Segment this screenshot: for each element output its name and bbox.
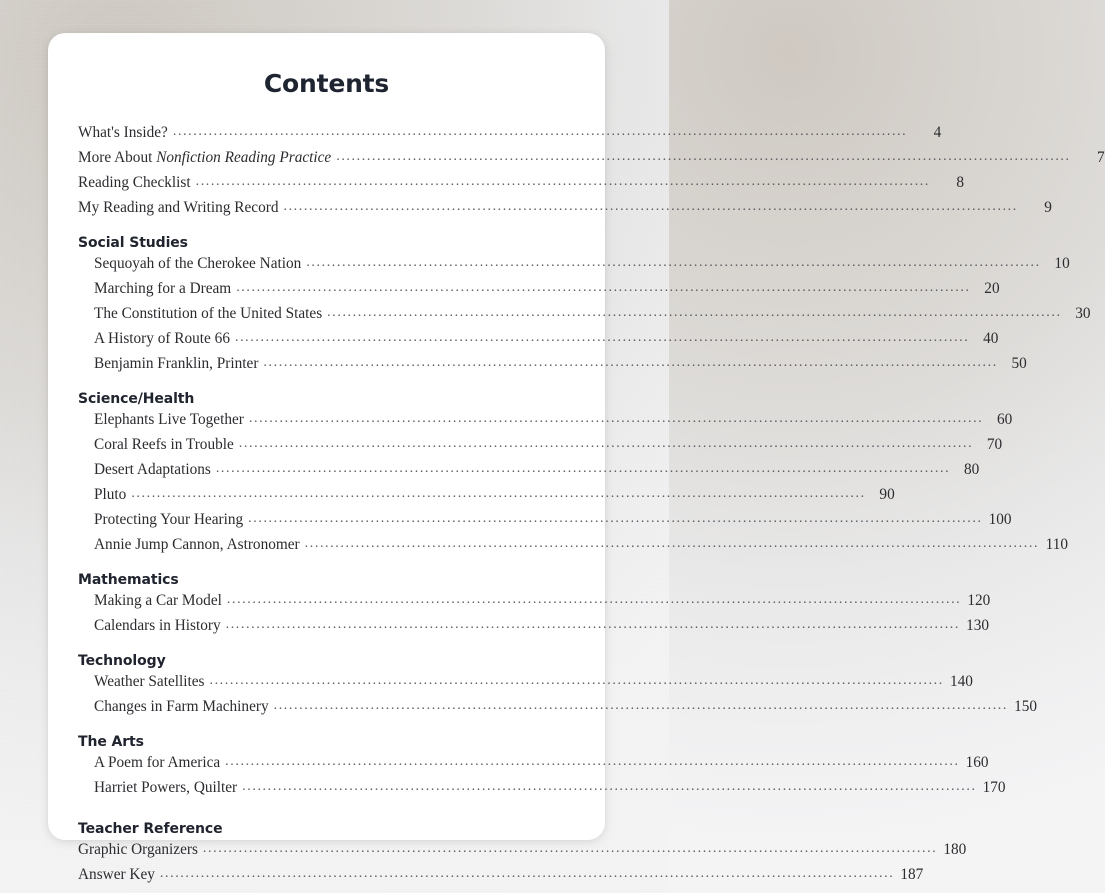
toc-entry[interactable]	[78, 433, 1003, 458]
toc-section	[78, 391, 1069, 558]
leader-dots	[248, 507, 982, 531]
toc-entry[interactable]	[78, 408, 1013, 433]
front-matter-entry[interactable]	[78, 146, 1105, 171]
leader-dots	[336, 145, 1070, 169]
toc-entry[interactable]	[78, 302, 1091, 327]
section-heading: Mathematics	[78, 572, 179, 588]
leader-dots	[209, 669, 943, 693]
leader-dots	[226, 613, 960, 637]
page-number: 140	[949, 673, 973, 690]
toc-entry-label: Changes in Farm Machinery	[94, 698, 269, 715]
section-heading: Science/Health	[78, 391, 195, 407]
toc-entry-label: A Poem for America	[94, 754, 221, 771]
toc-entry-label: Coral Reefs in Trouble	[94, 436, 234, 453]
front-matter-entry[interactable]	[78, 171, 964, 196]
toc-entry[interactable]	[78, 252, 1070, 277]
leader-dots	[203, 837, 937, 861]
leader-dots	[235, 326, 969, 350]
leader-dots	[227, 588, 961, 612]
page-number: 7	[1096, 149, 1105, 166]
front-matter-entry[interactable]	[78, 121, 942, 146]
toc-entry-title-italic: Nonfiction Reading Practice	[156, 149, 332, 166]
page-number: 100	[988, 511, 1012, 528]
page-number: 160	[965, 754, 989, 771]
leader-dots	[306, 251, 1040, 275]
leader-dots	[160, 862, 894, 886]
page-number: 180	[943, 841, 967, 858]
toc-entry[interactable]	[78, 327, 999, 352]
toc-entry-label: Weather Satellites	[94, 673, 205, 690]
page-number: 20	[984, 280, 1000, 297]
section-heading: The Arts	[78, 734, 144, 750]
page-number: 130	[966, 617, 990, 634]
leader-dots	[239, 432, 973, 456]
leader-dots	[283, 195, 1017, 219]
toc-entry-label: Protecting Your Hearing	[94, 511, 244, 528]
page-number: 187	[900, 866, 924, 883]
toc-entry-label: Calendars in History	[94, 617, 221, 634]
section-heading: Technology	[78, 653, 166, 669]
toc-entry-label: Harriet Powers, Quilter	[94, 779, 238, 796]
page-number: 9	[1044, 199, 1052, 216]
toc-entry-label: My Reading and Writing Record	[78, 199, 279, 216]
toc-entry-label: Pluto	[94, 486, 127, 503]
toc-entry-label: Answer Key	[78, 866, 155, 883]
page-number: 4	[933, 124, 942, 141]
page-number: 8	[956, 174, 964, 191]
page-number: 150	[1014, 698, 1038, 715]
leader-dots	[305, 532, 1039, 556]
leader-dots	[242, 775, 976, 799]
toc-entry-label: The Constitution of the United States	[94, 305, 323, 322]
page-number: 70	[986, 436, 1003, 453]
toc-entry[interactable]	[78, 670, 973, 695]
toc-entry-label: Graphic Organizers	[78, 841, 198, 858]
toc-entry-label: Annie Jump Cannon, Astronomer	[94, 536, 300, 553]
page-number: 120	[967, 592, 991, 609]
toc-entry-label: More About Nonfiction Reading Practice	[78, 149, 332, 166]
toc-entry[interactable]	[78, 863, 924, 888]
leader-dots	[225, 750, 959, 774]
toc-entry-label: Elephants Live Together	[94, 411, 244, 428]
toc-entry[interactable]	[78, 352, 1027, 377]
toc-entry[interactable]	[78, 695, 1038, 720]
toc-entry[interactable]	[78, 589, 991, 614]
leader-dots	[274, 694, 1008, 718]
toc-entry[interactable]	[78, 277, 1000, 302]
toc-section	[78, 572, 991, 639]
page-number: 60	[996, 411, 1013, 428]
page-number: 30	[1075, 305, 1091, 322]
page-number: 50	[1011, 355, 1027, 372]
section-heading: Social Studies	[78, 235, 188, 251]
toc-entry-label: Benjamin Franklin, Printer	[94, 355, 259, 372]
toc-section	[78, 734, 1006, 801]
leader-dots	[236, 276, 970, 300]
toc-entry-label: A History of Route 66	[94, 330, 230, 347]
book-page	[48, 33, 1105, 883]
toc-entry-label: Sequoyah of the Cherokee Nation	[94, 255, 302, 272]
toc-entry-label: Making a Car Model	[94, 592, 222, 609]
leader-dots	[173, 120, 907, 144]
toc-entry-label: What's Inside?	[78, 124, 168, 141]
page-number: 40	[983, 330, 999, 347]
page-title: Contents	[263, 69, 390, 98]
leader-dots	[196, 170, 930, 194]
toc-entry[interactable]	[78, 776, 1006, 801]
leader-dots	[249, 407, 983, 431]
toc-section	[78, 653, 1038, 720]
toc-entry[interactable]	[78, 483, 895, 508]
toc-section	[78, 821, 967, 888]
toc-section	[78, 235, 1091, 377]
page-number: 170	[982, 779, 1006, 796]
page-number: 80	[963, 461, 980, 478]
page-number: 90	[879, 486, 895, 503]
toc-entry[interactable]	[78, 751, 989, 776]
table-of-contents	[48, 121, 1105, 888]
front-matter-group	[78, 121, 1105, 221]
front-matter-entry[interactable]	[78, 196, 1052, 221]
toc-entry[interactable]	[78, 614, 990, 639]
toc-entry-label: Marching for a Dream	[94, 280, 232, 297]
sections-container	[78, 235, 1091, 888]
leader-dots	[131, 482, 865, 506]
section-heading: Teacher Reference	[78, 821, 223, 837]
toc-entry[interactable]	[78, 458, 980, 483]
leader-dots	[327, 301, 1061, 325]
page-number: 10	[1054, 255, 1070, 272]
toc-entry[interactable]	[78, 508, 1012, 533]
toc-entry[interactable]	[78, 838, 967, 863]
leader-dots	[216, 457, 950, 481]
toc-entry-label: Reading Checklist	[78, 174, 191, 191]
toc-entry[interactable]	[78, 533, 1069, 558]
leader-dots	[263, 351, 997, 375]
toc-entry-label: Desert Adaptations	[94, 461, 211, 478]
page-number: 110	[1045, 536, 1069, 553]
